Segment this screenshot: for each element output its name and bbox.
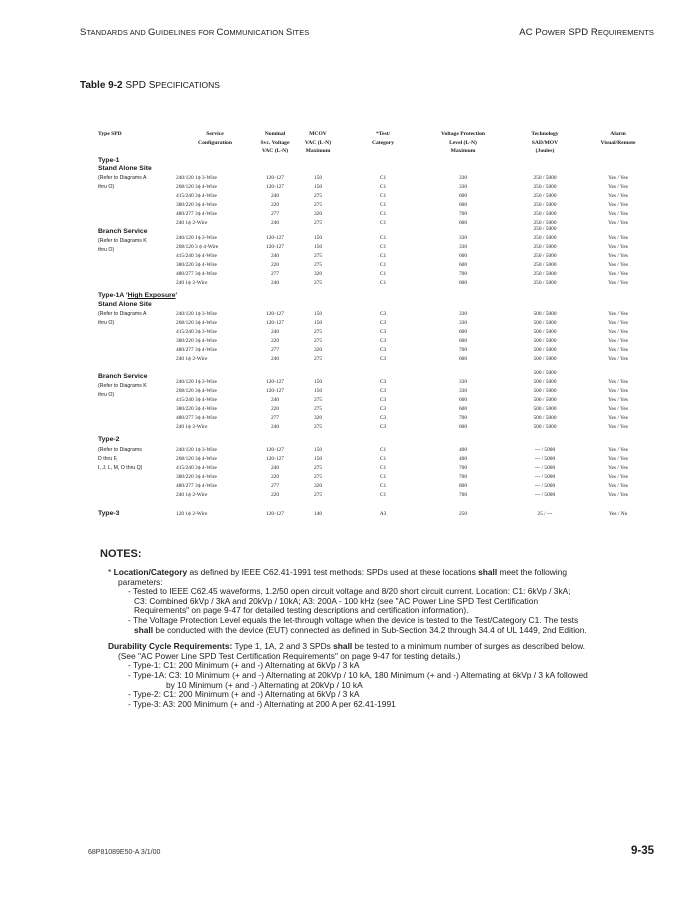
diagram-note: (Refer to Diagrams [98, 447, 142, 453]
mcov-value: 275 [313, 397, 323, 403]
voltage-protection-level: 600 [458, 253, 468, 259]
voltage-protection-level: 700 [458, 492, 468, 498]
test-category: C3 [379, 406, 387, 412]
voltage-protection-level: 700 [458, 271, 468, 277]
voltage-protection-level: 700 [458, 474, 468, 480]
col-header-voltage-protection: Voltage Protection Level (L-N) Maximum [441, 131, 485, 154]
mcov-value: 275 [313, 280, 323, 286]
nominal-voltage: 240 [270, 253, 280, 259]
service-configuration: 415/240 3ϕ 3-Wire [176, 329, 217, 335]
nominal-voltage: 240 [270, 220, 280, 226]
diagram-note: thru O) [98, 392, 115, 398]
technology-sad-mov: 250 / 5000 [533, 262, 557, 268]
note-bullet: - Tested to IEEE C62.45 waveforms, 1.2/50 open circuit voltage and 8/20 short circuit current. Location: C1: 6kVp / 3kA; [128, 586, 571, 597]
mcov-value: 275 [313, 492, 323, 498]
alarm-visual-remote: Yes / Yes [608, 456, 628, 462]
voltage-protection-level: 330 [458, 311, 468, 317]
nominal-voltage: 120-127 [266, 320, 284, 326]
test-category: C3 [379, 338, 387, 344]
voltage-protection-level: 800 [458, 483, 468, 489]
alarm-visual-remote: Yes / Yes [608, 184, 628, 190]
location-category-note: * Location/Category as defined by IEEE C62.41-1991 test methods: SPDs used at these locations shall meet the following [108, 567, 568, 577]
alarm-visual-remote: Yes / Yes [608, 388, 628, 394]
service-configuration: 480/277 3ϕ 4-Wire [176, 415, 217, 421]
mcov-value: 320 [313, 271, 323, 277]
voltage-protection-level: 330 [458, 320, 468, 326]
nominal-voltage: 220 [270, 338, 280, 344]
durability-item-cont: by 10 Minimum (+ and -) Alternating at 20kVp / 10 kA [166, 679, 363, 690]
mcov-value: 275 [313, 338, 323, 344]
voltage-protection-level: 600 [458, 220, 468, 226]
diagram-note: thru O) [98, 184, 115, 190]
technology-sad-mov: 250 / 5000 [533, 202, 557, 208]
voltage-protection-level: 600 [458, 397, 468, 403]
voltage-protection-level: 600 [458, 356, 468, 362]
voltage-protection-level: 330 [458, 379, 468, 385]
diagram-note: (Refer to Diagrams A [98, 311, 147, 317]
mcov-value: 275 [313, 465, 323, 471]
service-configuration: 415/240 3ϕ 4-Wire [176, 465, 217, 471]
nominal-voltage: 240 [270, 356, 280, 362]
service-configuration: 240 1ϕ 2-Wire [176, 356, 208, 362]
durability-note: Durability Cycle Requirements: Type 1, 1A, 2 and 3 SPDs shall be tested to a minimum number of surges as described below. [108, 641, 585, 652]
service-configuration: 480/277 3ϕ 4-Wire [176, 271, 217, 277]
mcov-value: 150 [313, 244, 323, 250]
mcov-value: 140 [313, 511, 323, 517]
voltage-protection-level: 600 [458, 193, 468, 199]
alarm-visual-remote: Yes / Yes [608, 280, 628, 286]
technology-sad-mov: 250 / 5000 [533, 244, 557, 250]
nominal-voltage: 120-127 [266, 175, 284, 181]
mcov-value: 150 [313, 379, 323, 385]
test-category: C1 [379, 280, 387, 286]
voltage-protection-level: 400 [458, 447, 468, 453]
voltage-protection-level: 330 [458, 388, 468, 394]
alarm-visual-remote: Yes / Yes [608, 424, 628, 430]
service-configuration: 480/277 3ϕ 4-Wire [176, 347, 217, 353]
section-type-2: Type-2 [98, 436, 120, 443]
technology-sad-mov: 500 / 5000 [533, 347, 557, 353]
service-configuration: 208/120 3ϕ 4-Wire [176, 184, 217, 190]
technology-sad-mov: 250 / 5000 [533, 220, 557, 226]
technology-sad-mov: 500 / 5000 [533, 329, 557, 335]
alarm-visual-remote: Yes / Yes [608, 483, 628, 489]
technology-sad-mov: 500 / 5000 [533, 338, 557, 344]
test-category: C3 [379, 415, 387, 421]
voltage-protection-level: 330 [458, 244, 468, 250]
mcov-value: 320 [313, 347, 323, 353]
nominal-voltage: 220 [270, 492, 280, 498]
test-category: C1 [379, 193, 387, 199]
durability-item: - Type-1: C1: 200 Minimum (+ and -) Alternating at 6kVp / 3 kA [128, 660, 360, 671]
col-header-technology: Technology SAD/MOV (Joules) [531, 131, 559, 154]
nominal-voltage: 120-127 [266, 447, 284, 453]
voltage-protection-level: 600 [458, 280, 468, 286]
mcov-value: 150 [313, 447, 323, 453]
technology-sad-mov: --- / 5000 [534, 483, 556, 489]
mcov-value: 320 [313, 211, 323, 217]
service-configuration: 415/240 3ϕ 4-Wire [176, 193, 217, 199]
test-category: C3 [379, 347, 387, 353]
service-configuration: 240/120 1ϕ 3-Wire [176, 447, 217, 453]
mcov-value: 320 [313, 415, 323, 421]
mcov-value: 275 [313, 356, 323, 362]
durability-item: - Type-3: A3: 200 Minimum (+ and -) Alternating at 200 A per 62.41-1991 [128, 698, 396, 709]
note-bullet-cont: Requirements" on page 9-47 for detailed testing descriptions and certification information). [134, 605, 469, 616]
technology-sad-mov: --- / 5000 [534, 492, 556, 498]
running-header-right: AC POWER SPD REQUIREMENTS [519, 27, 654, 38]
technology-sad-mov: 25 / --- [537, 511, 553, 517]
test-category: C1 [379, 271, 387, 277]
note-bullet-cont: shall be conducted with the device (EUT) connected as defined in Sub-Section 34.2 through 34.4 of UL 1449, 2nd Edition. [134, 624, 587, 635]
service-configuration: 208/120 3ϕ 4-Wire [176, 456, 217, 462]
technology-sad-mov: 250 / 5000 [533, 193, 557, 199]
nominal-voltage: 220 [270, 406, 280, 412]
test-category: C3 [379, 424, 387, 430]
alarm-visual-remote: Yes / Yes [608, 406, 628, 412]
mcov-value: 150 [313, 184, 323, 190]
alarm-visual-remote: Yes / Yes [608, 397, 628, 403]
mcov-value: 150 [313, 175, 323, 181]
test-category: C3 [379, 379, 387, 385]
nominal-voltage: 120-127 [266, 379, 284, 385]
nominal-voltage: 277 [270, 415, 280, 421]
col-header-alarm: Alarm Visual/Remote [600, 131, 636, 146]
notes-title: NOTES: [100, 548, 142, 560]
col-header-service: Service Configuration [198, 131, 232, 146]
service-configuration: 240/120 1ϕ 3-Wire [176, 311, 217, 317]
durability-item: - Type-1A: C3: 10 Minimum (+ and -) Alternating at 20kVp / 10 kA, 180 Minimum (+ and -) Alternating at 6kVp / 3 kA followed [128, 669, 588, 680]
alarm-visual-remote: Yes / Yes [608, 175, 628, 181]
alarm-visual-remote: Yes / Yes [608, 474, 628, 480]
alarm-visual-remote: Yes / Yes [608, 193, 628, 199]
service-configuration: 415/240 3ϕ 4-Wire [176, 253, 217, 259]
nominal-voltage: 120-127 [266, 184, 284, 190]
mcov-value: 275 [313, 262, 323, 268]
mcov-value: 275 [313, 220, 323, 226]
voltage-protection-level: 600 [458, 406, 468, 412]
alarm-visual-remote: Yes / Yes [608, 253, 628, 259]
nominal-voltage: 277 [270, 483, 280, 489]
alarm-visual-remote: Yes / Yes [608, 320, 628, 326]
voltage-protection-level: 600 [458, 424, 468, 430]
test-category: A3 [379, 511, 387, 517]
voltage-protection-level: 700 [458, 465, 468, 471]
diagram-note: (Refer to Diagrams K [98, 238, 147, 244]
test-category: C1 [379, 235, 387, 241]
voltage-protection-level: 400 [458, 456, 468, 462]
diagram-note: thru O) [98, 320, 115, 326]
service-configuration: 240/120 1ϕ 3-Wire [176, 175, 217, 181]
voltage-protection-level: 600 [458, 338, 468, 344]
alarm-visual-remote: Yes / Yes [608, 262, 628, 268]
nominal-voltage: 240 [270, 329, 280, 335]
test-category: C1 [379, 474, 387, 480]
col-header-nominal: Nominal Svc. Voltage VAC (L-N) [260, 131, 290, 154]
test-category: C1 [379, 447, 387, 453]
voltage-protection-level: 600 [458, 202, 468, 208]
service-configuration: 208/120 3 ϕ 4-Wire [176, 244, 219, 250]
service-configuration: 480/277 3ϕ 4-Wire [176, 483, 217, 489]
technology-sad-mov: --- / 5000 [534, 456, 556, 462]
alarm-visual-remote: Yes / Yes [608, 211, 628, 217]
voltage-protection-level: 250 [458, 511, 468, 517]
test-category: C1 [379, 465, 387, 471]
alarm-visual-remote: Yes / Yes [608, 235, 628, 241]
test-category: C1 [379, 456, 387, 462]
service-configuration: 380/220 3ϕ 4-Wire [176, 202, 217, 208]
service-configuration: 240 1ϕ 2-Wire [176, 492, 208, 498]
mcov-value: 150 [313, 311, 323, 317]
nominal-voltage: 220 [270, 262, 280, 268]
alarm-visual-remote: Yes / Yes [608, 465, 628, 471]
mcov-value: 275 [313, 329, 323, 335]
alarm-visual-remote: Yes / Yes [608, 244, 628, 250]
mcov-value: 150 [313, 320, 323, 326]
mcov-value: 150 [313, 388, 323, 394]
diagram-note: I, J, L, M, O thru Q) [98, 465, 143, 471]
technology-sad-mov: --- / 5000 [534, 474, 556, 480]
nominal-voltage: 120-127 [266, 388, 284, 394]
diagram-note: thru O) [98, 247, 115, 253]
diagram-note: D thru F, [98, 456, 118, 462]
alarm-visual-remote: Yes / Yes [608, 347, 628, 353]
technology-sad-mov: --- / 5000 [534, 447, 556, 453]
test-category: C1 [379, 184, 387, 190]
voltage-protection-level: 600 [458, 262, 468, 268]
test-category: C3 [379, 388, 387, 394]
technology-sad-mov: 250 / 5000 [533, 226, 557, 232]
note-text: (See "AC Power Line SPD Test Certification Requirements" on page 9-47 for testing details.) [118, 650, 461, 661]
voltage-protection-level: 330 [458, 235, 468, 241]
mcov-value: 275 [313, 424, 323, 430]
service-configuration: 208/120 3ϕ 4-Wire [176, 320, 217, 326]
mcov-value: 275 [313, 193, 323, 199]
mcov-value: 320 [313, 483, 323, 489]
page-number: 9-35 [630, 845, 654, 857]
nominal-voltage: 240 [270, 280, 280, 286]
technology-sad-mov: 250 / 5000 [533, 271, 557, 277]
test-category: C1 [379, 483, 387, 489]
service-configuration: 480/277 3ϕ 4-Wire [176, 211, 217, 217]
voltage-protection-level: 700 [458, 347, 468, 353]
test-category: C3 [379, 320, 387, 326]
technology-sad-mov: 500 / 5000 [533, 320, 557, 326]
nominal-voltage: 120-127 [266, 235, 284, 241]
alarm-visual-remote: Yes / No [608, 511, 628, 517]
nominal-voltage: 240 [270, 397, 280, 403]
nominal-voltage: 220 [270, 474, 280, 480]
mcov-value: 275 [313, 474, 323, 480]
section-branch-service: Branch Service [98, 373, 148, 380]
service-configuration: 380/220 3ϕ 4-Wire [176, 474, 217, 480]
technology-sad-mov: 500 / 5000 [533, 406, 557, 412]
service-configuration: 240 1ϕ 2-Wire [176, 220, 208, 226]
note-bullet-cont: C3: Combined 6kVp / 3kA and 20kVp / 10kA; A3: 200A - 100 kHz (see "AC Power Line SPD Test Certification [134, 595, 539, 606]
test-category: C3 [379, 397, 387, 403]
table-title: Table 9-2 SPD SPECIFICATIONS [80, 80, 220, 91]
technology-sad-mov: 250 / 5000 [533, 211, 557, 217]
technology-sad-mov: 250 / 5000 [533, 184, 557, 190]
service-configuration: 415/240 3ϕ 4-Wire [176, 397, 217, 403]
test-category: C3 [379, 329, 387, 335]
voltage-protection-level: 600 [458, 329, 468, 335]
test-category: C1 [379, 175, 387, 181]
technology-sad-mov: --- / 5000 [534, 465, 556, 471]
note-bullet: - The Voltage Protection Level equals the let-through voltage when the device is tested to the Test/Category C1. The tests [128, 614, 579, 625]
test-category: C1 [379, 262, 387, 268]
note-text: parameters: [118, 576, 163, 587]
test-category: C1 [379, 211, 387, 217]
test-category: C1 [379, 253, 387, 259]
technology-sad-mov: 500 / 5000 [533, 424, 557, 430]
alarm-visual-remote: Yes / Yes [608, 329, 628, 335]
technology-sad-mov: 250 / 5000 [533, 175, 557, 181]
section-stand-alone-site: Stand Alone Site [98, 165, 152, 172]
alarm-visual-remote: Yes / Yes [608, 338, 628, 344]
test-category: C1 [379, 244, 387, 250]
nominal-voltage: 220 [270, 202, 280, 208]
voltage-protection-level: 700 [458, 211, 468, 217]
technology-sad-mov: 500 / 5000 [533, 311, 557, 317]
test-category: C1 [379, 492, 387, 498]
test-category: C1 [379, 220, 387, 226]
service-configuration: 380/220 3ϕ 4-Wire [176, 262, 217, 268]
nominal-voltage: 120-127 [266, 511, 284, 517]
technology-sad-mov: 250 / 5000 [533, 235, 557, 241]
service-configuration: 380/220 3ϕ 4-Wire [176, 338, 217, 344]
alarm-visual-remote: Yes / Yes [608, 202, 628, 208]
nominal-voltage: 277 [270, 211, 280, 217]
service-configuration: 380/220 3ϕ 4-Wire [176, 406, 217, 412]
notes-section [90, 548, 660, 709]
service-configuration: 208/120 3ϕ 4-Wire [176, 388, 217, 394]
service-configuration: 240/120 1ϕ 3-Wire [176, 235, 217, 241]
service-configuration: 240/120 1ϕ 3-Wire [176, 379, 217, 385]
mcov-value: 150 [313, 456, 323, 462]
nominal-voltage: 277 [270, 271, 280, 277]
alarm-visual-remote: Yes / Yes [608, 447, 628, 453]
col-header-type-spd: Type SPD [98, 131, 122, 137]
durability-item: - Type-2: C1: 200 Minimum (+ and -) Alternating at 6kVp / 3 kA [128, 689, 360, 700]
col-header-test-category: *Test/ Category [371, 131, 395, 146]
col-header-mcov: MCOV VAC (L-N) Maximum [304, 131, 332, 154]
diagram-note: (Refer to Diagrams K [98, 383, 147, 389]
nominal-voltage: 120-127 [266, 311, 284, 317]
technology-sad-mov: 500 / 5000 [533, 356, 557, 362]
nominal-voltage: 240 [270, 193, 280, 199]
technology-sad-mov: 250 / 5000 [533, 253, 557, 259]
test-category: C3 [379, 311, 387, 317]
mcov-value: 150 [313, 235, 323, 241]
document-number: 68P81089E50-A 3/1/00 [88, 849, 161, 856]
voltage-protection-level: 330 [458, 175, 468, 181]
mcov-value: 275 [313, 406, 323, 412]
mcov-value: 275 [313, 202, 323, 208]
voltage-protection-level: 330 [458, 184, 468, 190]
technology-sad-mov: 500 / 5000 [533, 370, 557, 376]
alarm-visual-remote: Yes / Yes [608, 220, 628, 226]
voltage-protection-level: 700 [458, 415, 468, 421]
alarm-visual-remote: Yes / Yes [608, 356, 628, 362]
test-category: C3 [379, 356, 387, 362]
nominal-voltage: 277 [270, 347, 280, 353]
service-configuration: 240 1ϕ 2-Wire [176, 280, 208, 286]
technology-sad-mov: 500 / 5000 [533, 379, 557, 385]
diagram-note: (Refer to Diagrams A [98, 175, 147, 181]
alarm-visual-remote: Yes / Yes [608, 379, 628, 385]
section-type-3: Type-3 [98, 510, 120, 517]
nominal-voltage: 240 [270, 465, 280, 471]
service-configuration: 120 1ϕ 2-Wire [176, 511, 208, 517]
section-type-1: Type-1 [98, 157, 120, 164]
running-header-left: STANDARDS AND GUIDELINES FOR COMMUNICATION SITES [80, 27, 310, 38]
section-type-1a: Type-1A 'High Exposure' [98, 292, 178, 299]
technology-sad-mov: 500 / 5000 [533, 415, 557, 421]
technology-sad-mov: 500 / 5000 [533, 397, 557, 403]
technology-sad-mov: 250 / 5000 [533, 280, 557, 286]
mcov-value: 275 [313, 253, 323, 259]
section-branch-service: Branch Service [98, 228, 148, 235]
test-category: C1 [379, 202, 387, 208]
alarm-visual-remote: Yes / Yes [608, 311, 628, 317]
service-configuration: 240 1ϕ 2-Wire [176, 424, 208, 430]
nominal-voltage: 240 [270, 424, 280, 430]
section-stand-alone-site: Stand Alone Site [98, 301, 152, 308]
alarm-visual-remote: Yes / Yes [608, 271, 628, 277]
nominal-voltage: 120-127 [266, 456, 284, 462]
alarm-visual-remote: Yes / Yes [608, 492, 628, 498]
technology-sad-mov: 500 / 5000 [533, 388, 557, 394]
alarm-visual-remote: Yes / Yes [608, 415, 628, 421]
nominal-voltage: 120-127 [266, 244, 284, 250]
